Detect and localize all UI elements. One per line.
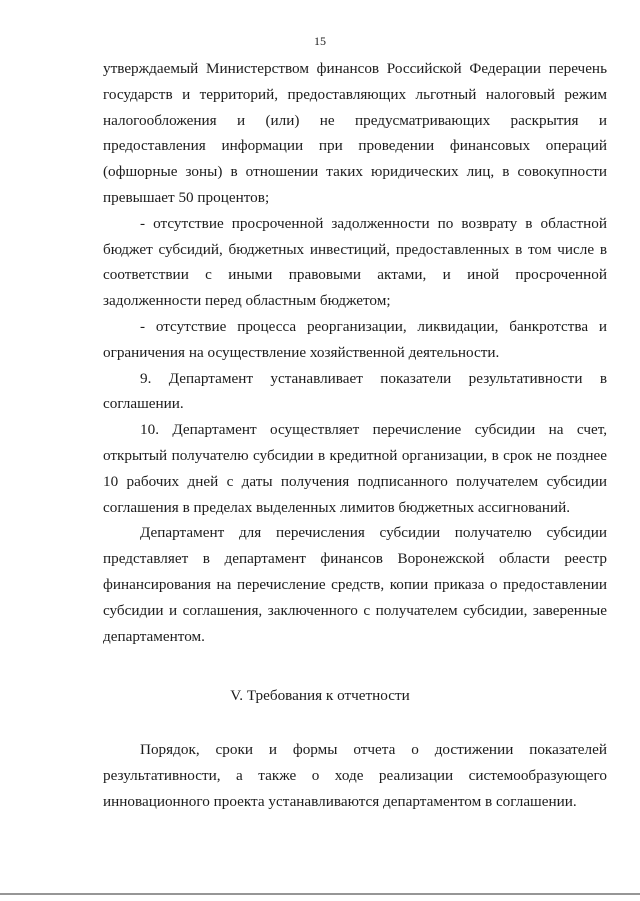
scan-bottom-edge (0, 893, 640, 895)
paragraph-item-9: 9. Департамент устанавливает показатели результативности в соглашении. (103, 369, 607, 413)
paragraph-payment-registry: Департамент для перечисления субсидии получателю субсидии представляет в департамент финансов Воронежской области реестр финансирования на перечисление средств, копии приказа о предоставлении субсидии и соглашения, заключенного с получателем субсидии, заверенные департаментом. (103, 524, 607, 645)
body-text (103, 56, 607, 649)
paragraph-item-10: 10. Департамент осуществляет перечисление субсидии на счет, открытый получателю субсидии в кредитной организации, в срок не позднее 10 рабочих дней с даты получения подписанного получателем субсидии соглашения в пределах выделенных лимитов бюджетных ассигнований. (103, 421, 607, 516)
paragraph-no-overdue-debt: - отсутствие просроченной задолженности по возврату в областной бюджет субсидий, бюджетных инвестиций, предоставленных в том числе в соответствии с иными правовыми актами, и иной просроченной задолженности перед областным бюджетом; (103, 214, 607, 310)
section-heading: V. Требования к отчетности (230, 687, 410, 704)
section-body-text (103, 737, 607, 814)
paragraph-reporting-order: Порядок, сроки и формы отчета о достижении показателей результативности, а также о ходе реализации системообразующего инновационного проекта устанавливаются департаментом в соглашении. (103, 741, 607, 810)
paragraph-offshore-continuation: утверждаемый Министерством финансов Российской Федерации перечень государств и территорий, предоставляющих льготный налоговый режим налогообложения и (или) не предусматривающих раскрытия и предоставления информации при проведении финансовых операций (офшорные зоны) в отношении таких юридических лиц, в совокупности превышает 50 процентов; (103, 60, 607, 206)
page-number: 15 (314, 34, 326, 48)
paragraph-no-reorganization: - отсутствие процесса реорганизации, ликвидации, банкротства и ограничения на осуществление хозяйственной деятельности. (103, 317, 607, 361)
